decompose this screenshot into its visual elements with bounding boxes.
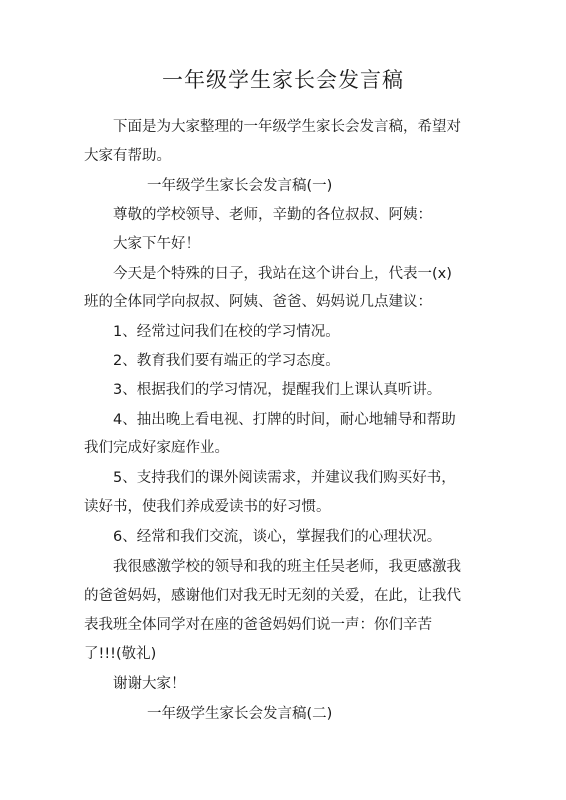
suggestion-item-continuation: 读好书，使我们养成爱读书的好习惯。 — [84, 499, 331, 515]
paragraph-line: 表我班全体同学对在座的爸爸妈妈们说一声：你们辛苦 — [84, 617, 432, 633]
suggestion-item: 5、支持我们的课外阅读需求，并建议我们购买好书， — [113, 470, 456, 486]
suggestion-item: 1、经常过问我们在校的学习情况。 — [113, 324, 340, 340]
suggestion-item: 6、经常和我们交流，谈心，掌握我们的心理状况。 — [113, 529, 442, 545]
paragraph-line: 了!!!(敬礼) — [84, 646, 157, 662]
paragraph-line: 我很感激学校的领导和我的班主任吴老师，我更感激我 — [113, 559, 461, 575]
closing-line: 谢谢大家！ — [113, 676, 186, 692]
section-heading-1: 一年级学生家长会发言稿(一) — [147, 178, 333, 194]
paragraph-line: 班的全体同学向叔叔、阿姨、爸爸、妈妈说几点建议： — [84, 294, 432, 310]
paragraph-line: 的爸爸妈妈，感谢他们对我无时无刻的关爱，在此，让我代 — [84, 588, 461, 604]
salutation: 尊敬的学校领导、老师，辛勤的各位叔叔、阿姨： — [113, 207, 432, 223]
greeting: 大家下午好！ — [113, 236, 200, 252]
suggestion-item-continuation: 我们完成好家庭作业。 — [84, 440, 229, 456]
document-title: 一年级学生家长会发言稿 — [162, 68, 404, 92]
suggestion-item: 4、抽出晚上看电视、打牌的时间，耐心地辅导和帮助 — [113, 412, 456, 428]
intro-line-1: 下面是为大家整理的一年级学生家长会发言稿，希望对 — [113, 119, 461, 135]
intro-line-2: 大家有帮助。 — [84, 148, 171, 164]
section-heading-2: 一年级学生家长会发言稿(二) — [147, 706, 333, 722]
suggestion-item: 2、教育我们要有端正的学习态度。 — [113, 353, 340, 369]
paragraph-line: 今天是个特殊的日子，我站在这个讲台上，代表一(x) — [113, 266, 452, 282]
suggestion-item: 3、根据我们的学习情况，提醒我们上课认真听讲。 — [113, 382, 442, 398]
